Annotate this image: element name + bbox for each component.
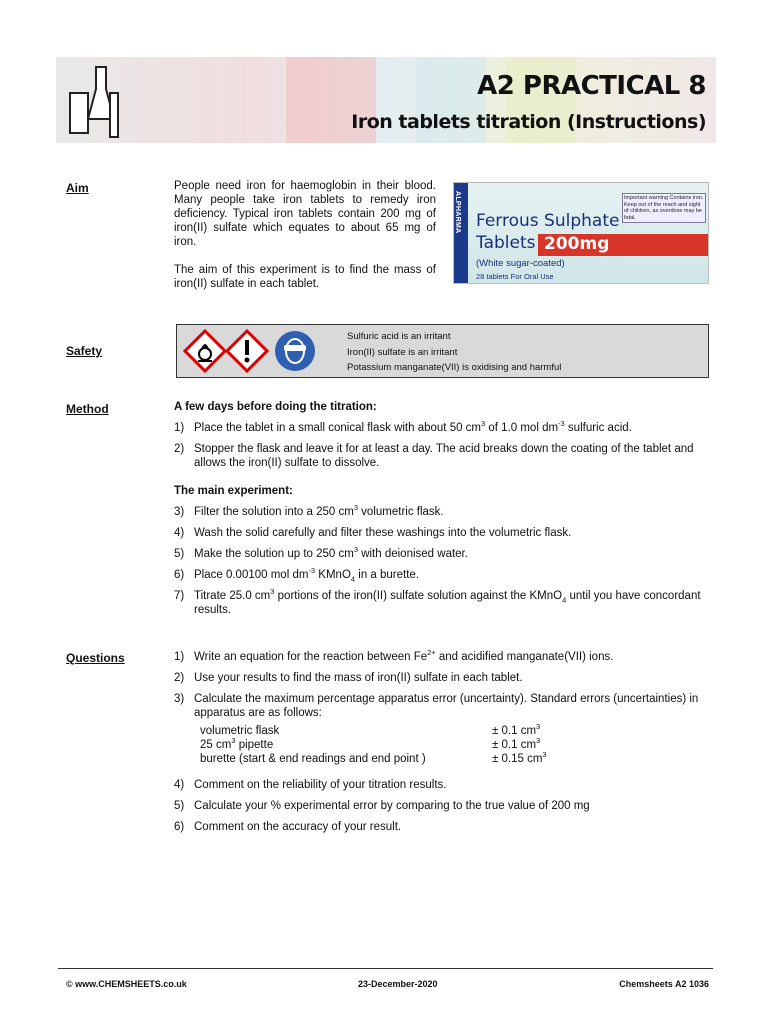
eye-protection-icon	[275, 331, 315, 371]
text: 4	[562, 595, 567, 605]
method-step	[174, 505, 709, 519]
text: 5)	[174, 548, 185, 560]
text: 3	[481, 419, 486, 429]
text: 4	[350, 574, 356, 584]
text: Comment on the reliability of your titration results.	[194, 779, 447, 791]
safety-box	[176, 324, 709, 378]
safety-line: Iron(II) sulfate is an irritant	[347, 346, 458, 358]
text: 1)	[174, 422, 185, 434]
text: Filter the solution into a 250 cm	[194, 506, 354, 518]
box-line1: Ferrous Sulphate	[476, 211, 620, 231]
text: 3	[353, 545, 358, 555]
safety-lines	[347, 329, 561, 376]
text: Calculate your % experimental error by comparing to the true value of 200 mg	[194, 800, 590, 812]
text: -3	[558, 419, 565, 429]
text: portions of the iron(II) sulfate solution against the KMnO	[274, 590, 563, 602]
question	[174, 820, 709, 834]
text: sulfuric acid.	[564, 422, 632, 434]
method-heading: A few days before doing the titration:	[174, 401, 377, 413]
page-subtitle: Iron tablets titration (Instructions)	[351, 111, 706, 133]
safety-label: Safety	[66, 344, 103, 358]
text: Stopper the flask and leave it for at least a day. The acid breaks down the coating of the tablet and allows the iron(II) sulfate to dissolve.	[194, 443, 694, 469]
harmful-hazard-icon	[227, 331, 267, 371]
lab-glassware-icon	[66, 63, 128, 139]
text: 5)	[174, 800, 185, 812]
text: Use your results to find the mass of iron(II) sulfate in each tablet.	[194, 672, 523, 684]
box-warning: Important warning Contains iron. Keep out of the reach and sight of children, as overdose may be fatal.	[622, 193, 706, 223]
text: volumetric flask.	[357, 506, 444, 518]
question	[174, 692, 709, 720]
question	[174, 778, 709, 792]
footer	[58, 968, 713, 989]
questions-section	[174, 650, 709, 841]
method-step	[174, 568, 709, 582]
text: Place the tablet in a small conical flask with about 50 cm	[194, 422, 482, 434]
text: -3	[308, 566, 316, 576]
method-step	[174, 526, 709, 540]
text: Make the solution up to 250 cm	[194, 548, 354, 560]
oxidising-hazard-icon	[185, 331, 225, 371]
text: and acidified manganate(VII) ions.	[435, 651, 614, 663]
text: 6)	[174, 821, 185, 833]
uncertainty-row	[200, 738, 709, 752]
question	[174, 671, 709, 685]
text: 3	[353, 503, 358, 513]
aim-para-1: People need iron for haemoglobin in their blood. Many people take iron tablets to remedy iron deficiency. Typical iron tablets contain 200 mg of iron(II) sulfate which equates to about 65 mg of iron.	[174, 180, 436, 248]
brand-stripe	[454, 183, 468, 283]
box-dose: 200mg	[538, 234, 709, 256]
method-step	[174, 421, 709, 435]
method-section	[174, 400, 709, 624]
text: 3	[270, 587, 275, 597]
text: 3	[231, 736, 236, 746]
text: 4)	[174, 527, 185, 539]
method-label: Method	[66, 402, 109, 416]
text: volumetric flask	[200, 725, 280, 737]
uncertainty-row	[200, 724, 709, 738]
text: 3)	[174, 506, 185, 518]
text: 1)	[174, 651, 185, 663]
aim-para-2: The aim of this experiment is to find the mass of iron(II) sulfate in each tablet.	[174, 264, 436, 290]
footer-website: © www.CHEMSHEETS.co.uk	[66, 979, 187, 989]
text: Titrate 25.0 cm	[194, 590, 271, 602]
text: 6)	[174, 569, 185, 581]
question	[174, 650, 709, 664]
method-step	[174, 547, 709, 561]
footer-date: 23-December-2020	[358, 979, 438, 989]
text: ± 0.1 cm	[492, 725, 537, 737]
text: ± 0.15 cm	[492, 753, 543, 765]
text: Wash the solid carefully and filter these washings into the volumetric flask.	[194, 527, 572, 539]
text: burette (start & end readings and end point )	[200, 753, 426, 765]
box-brand: ALPHARMA	[454, 191, 461, 234]
text: in a burette.	[355, 569, 420, 581]
method-heading: The main experiment:	[174, 485, 293, 497]
text: Comment on the accuracy of your result.	[194, 821, 402, 833]
text: 25 cm	[200, 739, 232, 751]
footer-ref: Chemsheets A2 1036	[619, 979, 709, 989]
uncertainty-table	[200, 724, 709, 766]
safety-line: Sulfuric acid is an irritant	[347, 331, 451, 342]
safety-line: Potassium manganate(VII) is oxidising and harmful	[347, 362, 562, 373]
uncertainty-row	[200, 752, 709, 766]
text: 3	[542, 750, 547, 760]
header-banner	[56, 57, 716, 143]
page-title: A2 PRACTICAL 8	[477, 71, 706, 101]
text: 3)	[174, 693, 185, 705]
text: Calculate the maximum percentage apparatus error (uncertainty). Standard errors (uncertainties) in apparatus are as follows:	[194, 693, 699, 719]
text: Write an equation for the reaction between Fe	[194, 651, 428, 663]
text: with deionised water.	[358, 548, 468, 560]
text: 7)	[174, 590, 185, 602]
method-step	[174, 442, 709, 470]
hazard-symbols	[183, 329, 323, 373]
text: Place 0.00100 mol dm	[194, 569, 309, 581]
box-line2: Tablets	[476, 233, 536, 253]
aim-text	[174, 179, 436, 305]
questions-label: Questions	[66, 651, 125, 665]
text: 3	[536, 722, 541, 732]
text: until you have concordant results.	[194, 590, 701, 616]
text: ± 0.1 cm	[492, 739, 537, 751]
question	[174, 799, 709, 813]
box-count: 28 tablets For Oral Use	[476, 272, 554, 281]
aim-label: Aim	[66, 181, 89, 195]
text: 2+	[427, 648, 436, 658]
method-step	[174, 589, 709, 617]
text: of 1.0 mol dm	[485, 422, 559, 434]
text: KMnO	[315, 569, 351, 581]
iron-tablet-box-image	[453, 182, 709, 284]
text: 2)	[174, 443, 185, 455]
text: pipette	[235, 739, 274, 751]
text: 4)	[174, 779, 185, 791]
text: 3	[536, 736, 541, 746]
box-coating: (White sugar-coated)	[476, 258, 565, 269]
text: 2)	[174, 672, 185, 684]
